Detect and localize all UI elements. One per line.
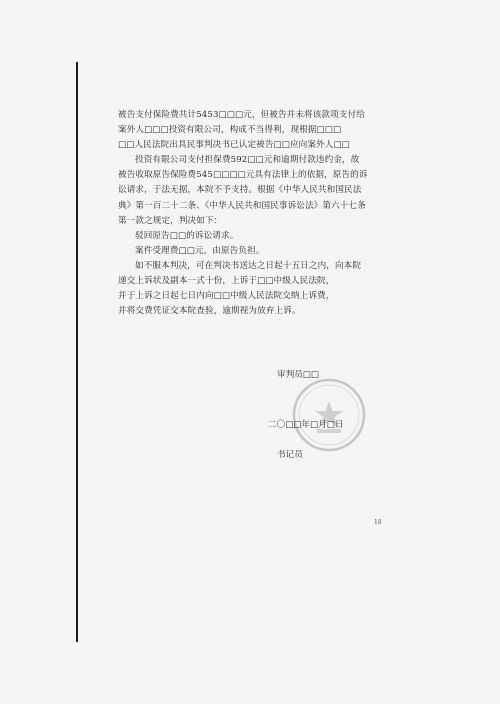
judgment-body [118, 108, 390, 319]
body-line-13: 并于上诉之日起七日内向□□中级人民法院交纳上诉费， [118, 291, 335, 302]
body-line-2: 案外人□□□投资有限公司，构成不当得利，现根据□□□ [118, 125, 342, 136]
court-seal-icon [289, 375, 369, 455]
judgment-date: 二〇□□年□月□日 [268, 420, 344, 430]
body-line-9: 驳回原告□□的诉讼请求。 [135, 230, 239, 241]
body-line-11: 如不服本判决，可在判决书送达之日起十五日之内，向本院 [135, 260, 362, 271]
page-number: 18 [374, 519, 382, 526]
body-line-3: □□人民法院出具民事判决书已认定被告□□应向案外人□□ [118, 140, 350, 151]
body-line-7: 典》第一百二十二条、《中华人民共和国民事诉讼法》第六十七条 [118, 200, 366, 211]
judge-signature: 审判员□□ [277, 370, 320, 380]
body-line-12: 递交上诉状及副本一式十份，上诉于□□中级人民法院， [118, 276, 335, 287]
body-line-4: 投资有限公司支付担保费592□□元和逾期付款违约金，故 [135, 155, 360, 166]
body-line-1: 被告支付保险费共计5453□□□元，但被告并未将该款项支付给 [118, 110, 365, 120]
clerk-signature: 书记员 [277, 450, 303, 460]
body-line-8: 第一款之规定，判决如下： [118, 215, 223, 226]
body-line-5: 被告收取原告保险费545□□□□元具有法律上的依据，原告的诉 [118, 170, 368, 181]
body-line-14: 并将交费凭证交本院查验，逾期视为放弃上诉。 [118, 306, 301, 317]
body-line-10: 案件受理费□□元，由原告负担。 [135, 245, 265, 256]
margin-rule [76, 62, 78, 642]
body-line-6: 讼请求，于法无据，本院不予支持。根据《中华人民共和国民法 [118, 185, 362, 196]
